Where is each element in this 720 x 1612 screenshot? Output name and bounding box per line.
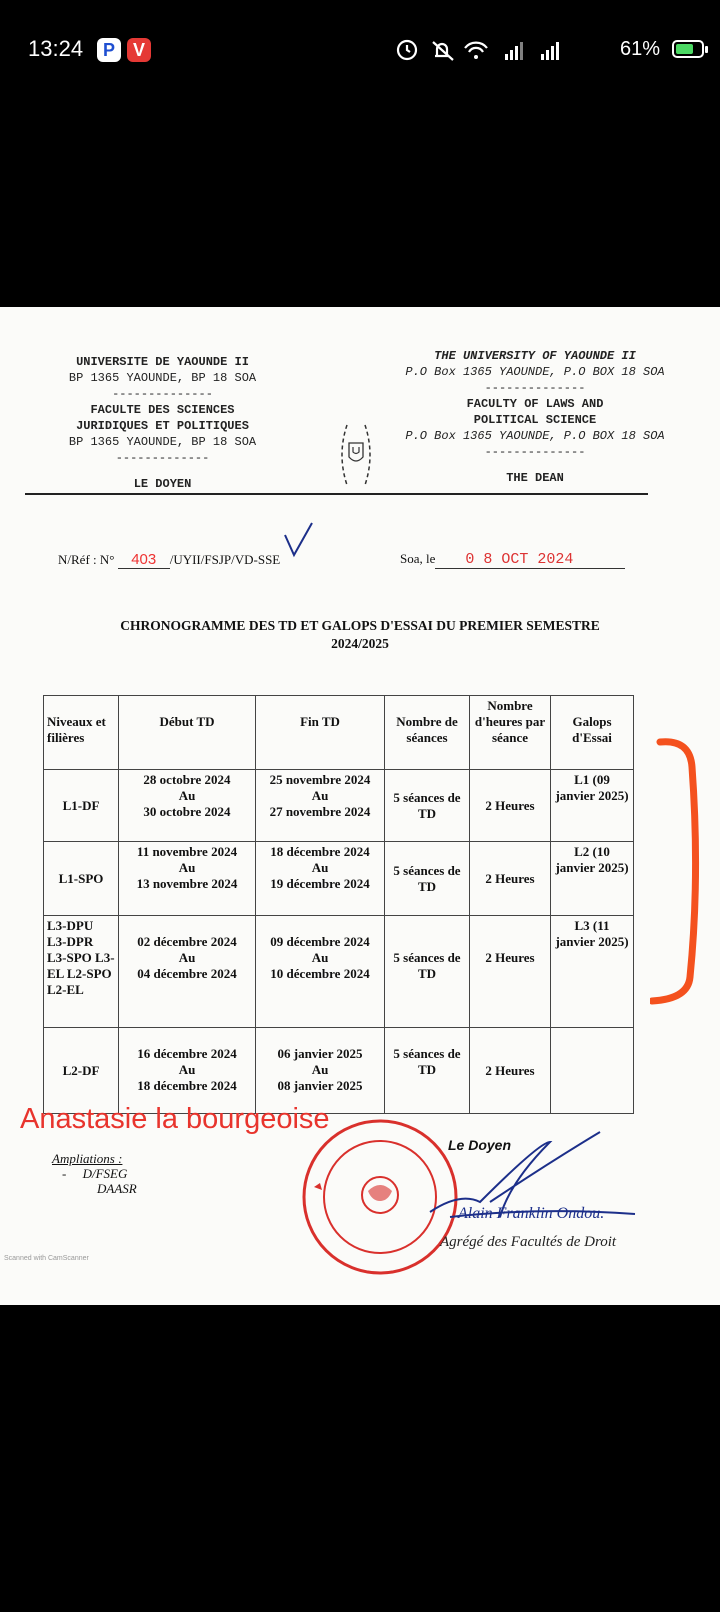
checkmark-annotation-icon bbox=[280, 521, 320, 561]
column-header: Galops d'Essai bbox=[551, 696, 634, 770]
system-status-icons bbox=[395, 36, 565, 64]
document-date: Soa, le 0 8 OCT 2024 bbox=[400, 551, 625, 569]
document-image[interactable] bbox=[0, 307, 720, 1305]
document-title: CHRONOGRAMME DES TD ET GALOPS D'ESSAI DU PREMIER SEMESTRE 2024/2025 bbox=[120, 618, 600, 651]
header-french: UNIVERSITE DE YAOUNDE II BP 1365 YAOUNDE, BP 18 SOA -------------- FACULTE DES SCIENCES JURIDIQUES ET POLITIQUES BP 1365 YAOUNDE, BP 18 SOA ------------- LE DOYEN bbox=[68, 355, 257, 491]
signature-icon bbox=[420, 1122, 640, 1242]
table-row: L3-DPU L3-DPR L3-SPO L3-EL L2-SPO L2-EL 02 décembre 2024 Au 04 décembre 2024 09 décembre 2024 Au 10 décembre 2024 5 séances de TD 2 Heures L3 (11 janvier 2025) bbox=[44, 916, 634, 1028]
app-notification-icon: V bbox=[127, 38, 151, 62]
header-divider bbox=[25, 493, 648, 495]
schedule-table bbox=[43, 695, 634, 1114]
battery-percent: 61% bbox=[620, 38, 661, 60]
wifi-icon bbox=[465, 43, 487, 52]
header-english: THE UNIVERSITY OF YAOUNDE II P.O Box 1365 YAOUNDE, P.O BOX 18 SOA -------------- FACULTY OF LAWS AND POLITICAL SCIENCE P.O Box 1365 YAOUNDE, P.O BOX 18 SOA -------------- THE DEAN bbox=[405, 349, 665, 485]
reference-number: N/Réf : N° 403 /UYII/FSJP/VD-SSE bbox=[58, 551, 280, 569]
ampliations: Ampliations : - D/FSEG DAASR bbox=[52, 1151, 137, 1196]
signatory-name: Alain Franklin Ondou. bbox=[458, 1205, 605, 1222]
orange-bracket-annotation bbox=[650, 737, 710, 1007]
column-header: Nombre d'heures par séance bbox=[470, 696, 551, 770]
table-row: L1-SPO 11 novembre 2024 Au 13 novembre 2024 18 décembre 2024 Au 19 décembre 2024 5 séances de TD 2 Heures L2 (10 janvier 2025) bbox=[44, 842, 634, 916]
column-header: Niveaux et filières bbox=[44, 696, 119, 770]
table-row: L2-DF 16 décembre 2024 Au 18 décembre 2024 06 janvier 2025 Au 08 janvier 2025 5 séances de TD 2 Heures bbox=[44, 1028, 634, 1114]
signatory-title: Le Doyen bbox=[448, 1137, 512, 1153]
column-header: Nombre de séances bbox=[385, 696, 470, 770]
status-bar bbox=[0, 0, 720, 100]
signatory-rank: Agrégé des Facultés de Droit bbox=[440, 1234, 617, 1250]
app-notification-icon: P bbox=[97, 38, 121, 62]
battery-icon bbox=[672, 40, 704, 58]
table-header-row bbox=[44, 696, 634, 770]
signal-icon bbox=[505, 42, 559, 60]
university-emblem-icon bbox=[337, 417, 375, 492]
table-row: L1-DF 28 octobre 2024 Au 30 octobre 2024 25 novembre 2024 Au 27 novembre 2024 5 séances de TD 2 Heures L1 (09 janvier 2025) bbox=[44, 770, 634, 842]
overlay-author-text: Anastasie la bourgeoise bbox=[20, 1103, 330, 1135]
clock: 13:24 bbox=[28, 36, 84, 61]
column-header: Début TD bbox=[119, 696, 256, 770]
column-header: Fin TD bbox=[256, 696, 385, 770]
mute-bell-icon bbox=[433, 42, 453, 60]
scanner-watermark: Scanned with CamScanner bbox=[4, 1255, 89, 1262]
